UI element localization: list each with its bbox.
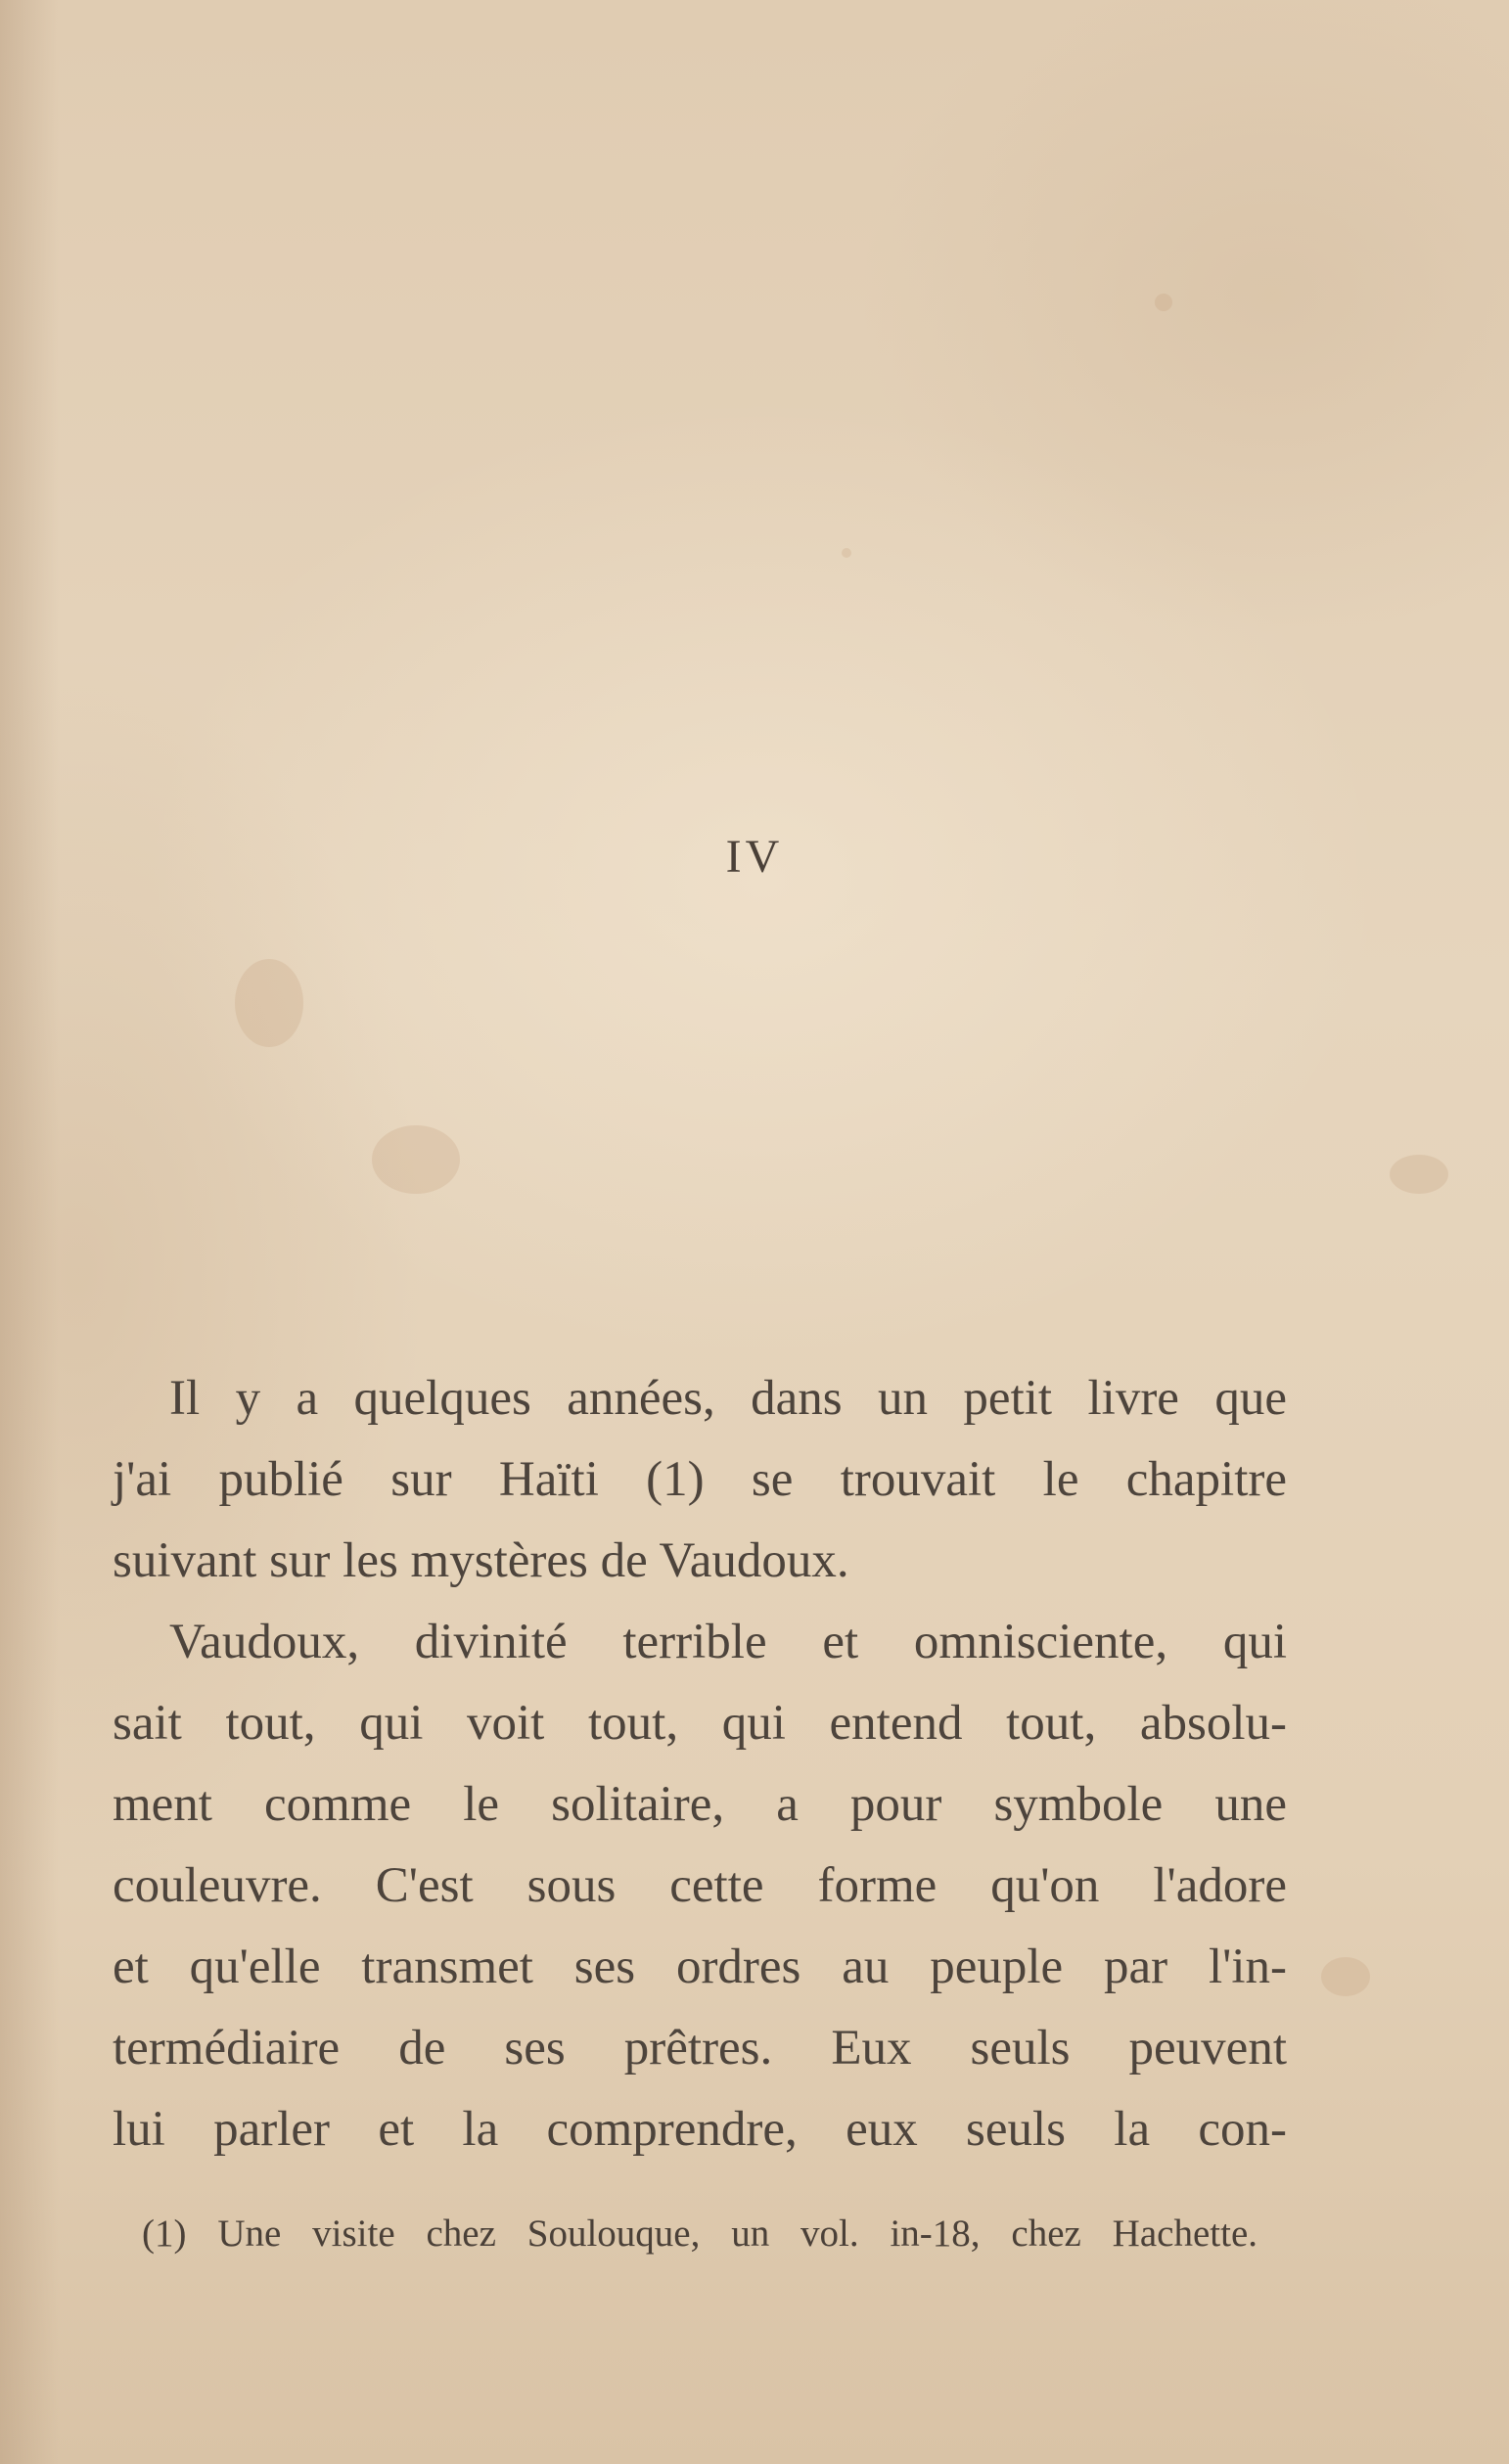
foxing-spot bbox=[1390, 1155, 1448, 1194]
body-line: et qu'elle transmet ses ordres au peuple par l'in- bbox=[113, 1939, 1287, 1994]
foxing-spot bbox=[235, 959, 303, 1047]
body-line: suivant sur les mystères de Vaudoux. bbox=[113, 1533, 849, 1588]
footnote: (1) Une visite chez Soulouque, un vol. in-18, chez Hachette. bbox=[142, 2213, 1258, 2255]
foxing-spot bbox=[372, 1125, 460, 1194]
body-line: Il y a quelques années, dans un petit livre que bbox=[169, 1371, 1287, 1426]
body-line: ment comme le solitaire, a pour symbole une bbox=[113, 1777, 1287, 1832]
foxing-spot bbox=[842, 548, 851, 558]
body-line: sait tout, qui voit tout, qui entend tout, absolu- bbox=[113, 1696, 1287, 1751]
page-edge-shadow bbox=[0, 0, 59, 2464]
body-line: termédiaire de ses prêtres. Eux seuls peuvent bbox=[113, 2021, 1287, 2076]
chapter-number: IV bbox=[725, 831, 784, 883]
foxing-spot bbox=[1321, 1957, 1370, 1996]
body-line: Vaudoux, divinité terrible et omnisciente, qui bbox=[169, 1615, 1287, 1669]
body-line: lui parler et la comprendre, eux seuls la con- bbox=[113, 2102, 1287, 2157]
body-line: j'ai publié sur Haïti (1) se trouvait le chapitre bbox=[113, 1452, 1287, 1507]
chapter-body bbox=[113, 1358, 1287, 2170]
foxing-spot bbox=[1155, 294, 1172, 311]
body-line: couleuvre. C'est sous cette forme qu'on l'adore bbox=[113, 1858, 1287, 1913]
